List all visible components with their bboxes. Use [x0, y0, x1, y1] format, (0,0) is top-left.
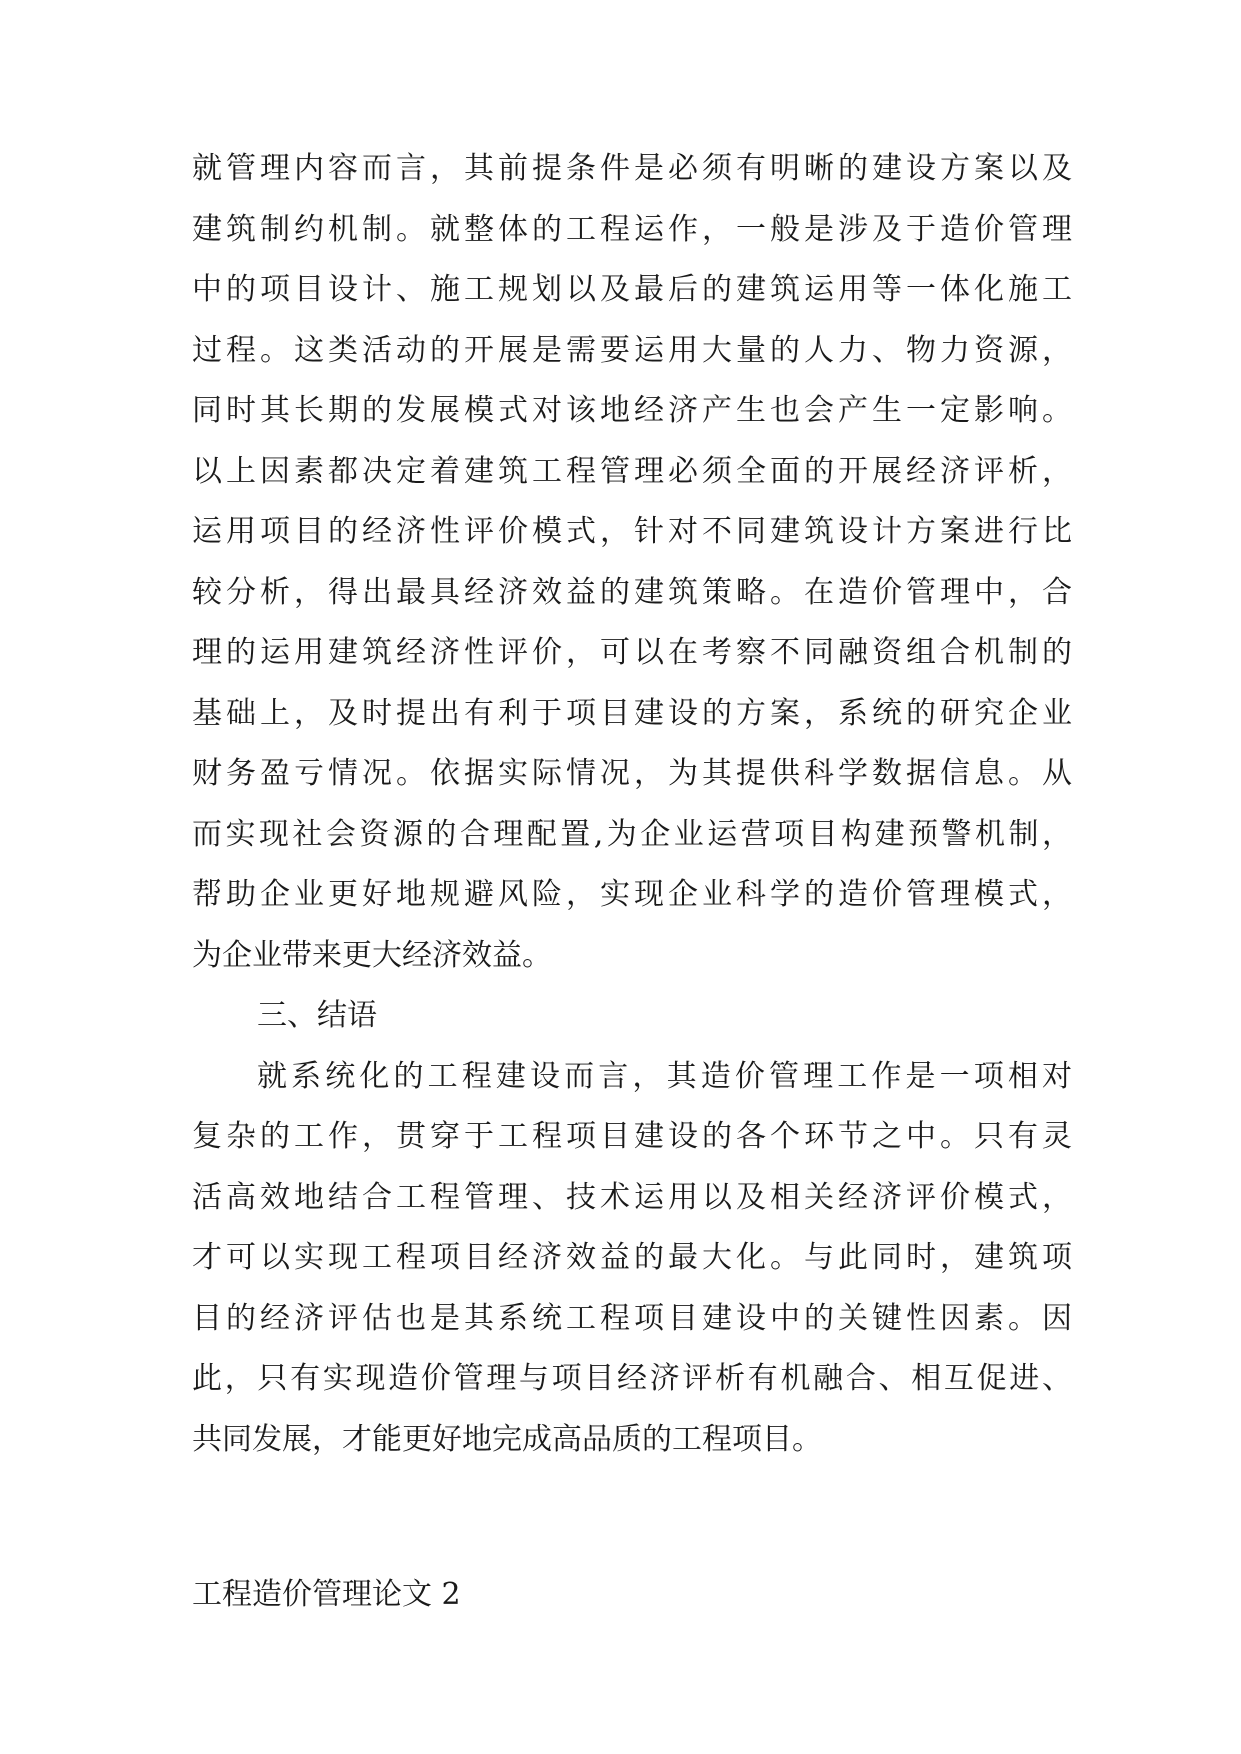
text-line: 就系统化的工程建设而言，其造价管理工作是一项相对 [257, 1059, 1072, 1094]
text-line: 目的经济评估也是其系统工程项目建设中的关键性因素。因 [192, 1301, 1072, 1336]
text-line: 建筑制约机制。就整体的工程运作，一般是涉及于造价管理 [192, 212, 1072, 247]
text-line: 较分析，得出最具经济效益的建筑策略。在造价管理中，合 [192, 575, 1072, 610]
text-line: 就管理内容而言，其前提条件是必须有明晰的建设方案以及 [192, 151, 1072, 186]
text-line: 同时其长期的发展模式对该地经济产生也会产生一定影响。 [192, 393, 1072, 428]
article-title: 工程造价管理论文 2 [192, 1577, 461, 1612]
text-line: 为企业带来更大经济效益。 [192, 938, 552, 973]
text-line: 中的项目设计、施工规划以及最后的建筑运用等一体化施工 [192, 272, 1072, 307]
text-line: 活高效地结合工程管理、技术运用以及相关经济评价模式， [192, 1180, 1072, 1215]
text-line: 帮助企业更好地规避风险，实现企业科学的造价管理模式， [192, 877, 1072, 912]
text-line: 此，只有实现造价管理与项目经济评析有机融合、相互促进、 [192, 1361, 1072, 1396]
text-line: 共同发展，才能更好地完成高品质的工程项目。 [192, 1422, 822, 1457]
text-line: 基础上，及时提出有利于项目建设的方案，系统的研究企业 [192, 696, 1072, 731]
text-line: 而实现社会资源的合理配置,为企业运营项目构建预警机制， [192, 817, 1072, 852]
text-line: 复杂的工作，贯穿于工程项目建设的各个环节之中。只有灵 [192, 1119, 1072, 1154]
text-line: 才可以实现工程项目经济效益的最大化。与此同时，建筑项 [192, 1240, 1072, 1275]
text-line: 以上因素都决定着建筑工程管理必须全面的开展经济评析， [192, 454, 1072, 489]
text-line: 财务盈亏情况。依据实际情况，为其提供科学数据信息。从 [192, 756, 1072, 791]
text-line: 运用项目的经济性评价模式，针对不同建筑设计方案进行比 [192, 514, 1072, 549]
text-line: 过程。这类活动的开展是需要运用大量的人力、物力资源， [192, 333, 1072, 368]
section-heading: 三、结语 [257, 998, 377, 1033]
text-line: 理的运用建筑经济性评价，可以在考察不同融资组合机制的 [192, 635, 1072, 670]
